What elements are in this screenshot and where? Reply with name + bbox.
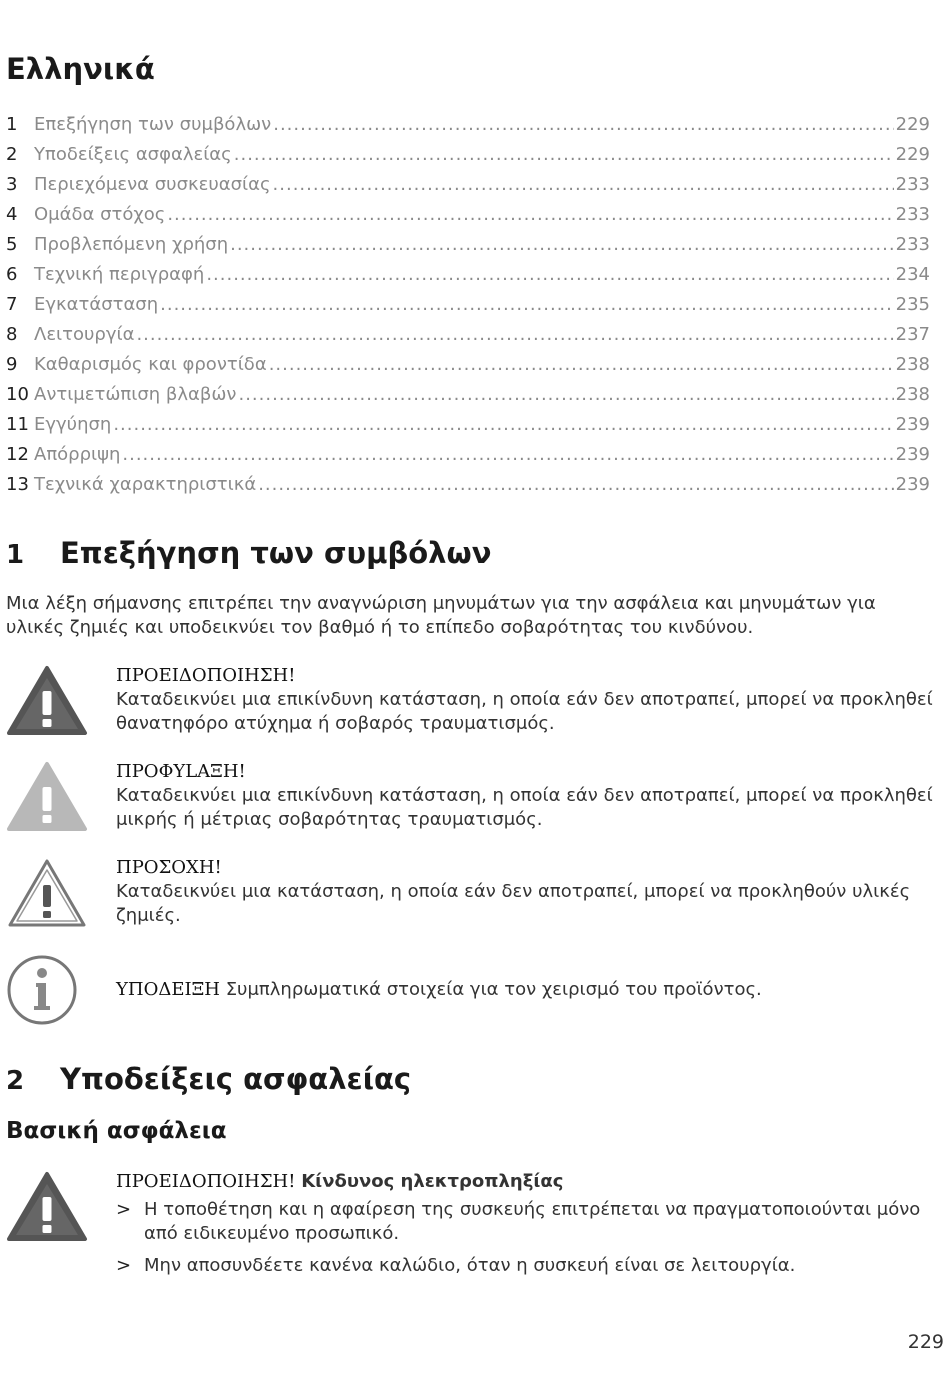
page-number: 229 (907, 1331, 944, 1353)
safety-bullet-list (116, 1198, 936, 1278)
toc-entry[interactable] (6, 350, 930, 380)
toc-page-number: 238 (895, 354, 930, 375)
warning-text: Καταδεικνύει μια επικίνδυνη κατάσταση, η οποία εάν δεν αποτραπεί, μπορεί να προκληθεί θανατηφόρο ατύχημα ή σοβαρός τραυματισμός. (116, 689, 933, 734)
toc-number: 2 (6, 144, 18, 165)
toc-number: 5 (6, 234, 18, 255)
toc-leader (230, 230, 894, 260)
section-title: Υποδείξεις ασφαλείας (60, 1062, 412, 1096)
toc-label: Τεχνική περιγραφή (34, 264, 205, 285)
toc-leader (273, 170, 894, 200)
list-item (116, 1254, 936, 1278)
toc-label: Προβλεπόμενη χρήση (34, 234, 229, 255)
section-number: 2 (6, 1066, 25, 1096)
toc-label: Απόρριψη (34, 444, 121, 465)
warning-title: ΠΡΟΕΙΔΟΠΟΙΗΣΗ! (116, 1171, 296, 1192)
toc-entry[interactable] (6, 440, 930, 470)
caution-text: Καταδεικνύει μια επικίνδυνη κατάσταση, η οποία εάν δεν αποτραπεί, μπορεί να προκληθεί μικρής ή μέτριας σοβαρότητας τραυματισμός. (116, 785, 933, 830)
caution-title: ΠΡΟΦΥLΑΞΗ! (116, 761, 246, 782)
toc-entry[interactable] (6, 380, 930, 410)
warning-triangle-light-icon (6, 760, 88, 832)
toc-label: Εγκατάσταση (34, 294, 159, 315)
toc-number: 9 (6, 354, 18, 375)
section-1-heading (6, 536, 491, 570)
toc-page-number: 239 (895, 444, 930, 465)
toc-leader (136, 320, 893, 350)
toc-leader (113, 410, 893, 440)
note-title: ΥΠΟΔΕΙΞΗ (116, 979, 220, 1000)
toc-entry[interactable] (6, 470, 930, 500)
toc-leader (167, 200, 893, 230)
toc-number: 10 (6, 384, 29, 405)
toc-leader (206, 260, 893, 290)
bullet-text: Μην αποσυνδέετε κανένα καλώδιο, όταν η συσκευή είναι σε λειτουργία. (144, 1255, 796, 1276)
warning-block (6, 664, 936, 736)
page-heading: Ελληνικά (6, 52, 155, 86)
toc-entry[interactable] (6, 110, 930, 140)
toc-page-number: 233 (895, 204, 930, 225)
bullet-text: Η τοποθέτηση και η αφαίρεση της συσκευής επιτρέπεται να πραγματοποιούνται μόνο από ειδικευμένο προσωπικό. (144, 1199, 921, 1244)
warning-triangle-dark-icon (6, 1170, 88, 1242)
notice-title: ΠΡΟΣΟΧΗ! (116, 857, 222, 878)
toc-page-number: 233 (895, 174, 930, 195)
toc-leader (258, 470, 893, 500)
toc-leader (269, 350, 894, 380)
subheading: Βασική ασφάλεια (6, 1118, 227, 1144)
toc-entry[interactable] (6, 410, 930, 440)
toc-label: Υποδείξεις ασφαλείας (34, 144, 232, 165)
toc-number: 8 (6, 324, 18, 345)
toc-number: 12 (6, 444, 29, 465)
section-number: 1 (6, 540, 25, 570)
toc-label: Επεξήγηση των συμβόλων (34, 114, 272, 135)
notice-block (6, 856, 936, 928)
toc-label: Περιεχόμενα συσκευασίας (34, 174, 271, 195)
notice-text: Καταδεικνύει μια κατάσταση, η οποία εάν δεν αποτραπεί, μπορεί να προκληθούν υλικές ζημιές. (116, 881, 911, 926)
toc-entry[interactable] (6, 260, 930, 290)
toc-label: Λειτουργία (34, 324, 135, 345)
toc-entry[interactable] (6, 230, 930, 260)
notice-content (116, 856, 936, 928)
toc-label: Ομάδα στόχος (34, 204, 166, 225)
electric-warning-content (116, 1170, 936, 1286)
toc-label: Εγγύηση (34, 414, 112, 435)
toc-entry[interactable] (6, 200, 930, 230)
warning-content (116, 664, 936, 736)
warning-triangle-outline-icon (6, 856, 88, 928)
toc-entry[interactable] (6, 290, 930, 320)
toc-page-number: 237 (895, 324, 930, 345)
toc-label: Καθαρισμός και φροντίδα (34, 354, 267, 375)
bullet-marker: > (116, 1199, 132, 1220)
toc-leader (160, 290, 894, 320)
table-of-contents (6, 110, 930, 500)
toc-label: Τεχνικά χαρακτηριστικά (34, 474, 257, 495)
caution-content (116, 760, 936, 832)
warning-title: ΠΡΟΕΙΔΟΠΟΙΗΣΗ! (116, 665, 296, 686)
toc-number: 6 (6, 264, 18, 285)
toc-page-number: 238 (895, 384, 930, 405)
toc-page-number: 239 (895, 414, 930, 435)
bullet-marker: > (116, 1255, 132, 1276)
toc-page-number: 233 (895, 234, 930, 255)
toc-number: 11 (6, 414, 29, 435)
toc-page-number: 229 (895, 144, 930, 165)
toc-page-number: 234 (895, 264, 930, 285)
toc-leader (234, 140, 894, 170)
toc-entry[interactable] (6, 140, 930, 170)
caution-block (6, 760, 936, 832)
toc-number: 3 (6, 174, 18, 195)
note-text: Συμπληρωματικά στοιχεία για τον χειρισμό του προϊόντος. (225, 979, 762, 1000)
toc-leader (273, 110, 893, 140)
warning-triangle-dark-icon (6, 664, 88, 736)
toc-leader (238, 380, 893, 410)
section-2-heading (6, 1062, 411, 1096)
electric-warning-block (6, 1170, 936, 1290)
toc-page-number: 229 (895, 114, 930, 135)
section-1-intro: Μια λέξη σήμανσης επιτρέπει την αναγνώριση μηνυμάτων για την ασφάλεια και μηνυμάτων για υλικές ζημιές και υποδεικνύει τον βαθμό ή το επίπεδο σοβαρότητας του κινδύνου. (6, 593, 876, 638)
toc-number: 1 (6, 114, 18, 135)
toc-entry[interactable] (6, 320, 930, 350)
toc-number: 13 (6, 474, 29, 495)
toc-page-number: 239 (895, 474, 930, 495)
toc-number: 7 (6, 294, 18, 315)
list-item (116, 1198, 936, 1246)
toc-number: 4 (6, 204, 18, 225)
section-title: Επεξήγηση των συμβόλων (60, 536, 492, 570)
warning-subtitle: Κίνδυνος ηλεκτροπληξίας (301, 1171, 564, 1192)
info-circle-icon (6, 954, 78, 1026)
note-content (116, 978, 936, 1002)
toc-label: Αντιμετώπιση βλαβών (34, 384, 237, 405)
toc-leader (122, 440, 893, 470)
toc-page-number: 235 (895, 294, 930, 315)
note-block (6, 954, 936, 1026)
toc-entry[interactable] (6, 170, 930, 200)
